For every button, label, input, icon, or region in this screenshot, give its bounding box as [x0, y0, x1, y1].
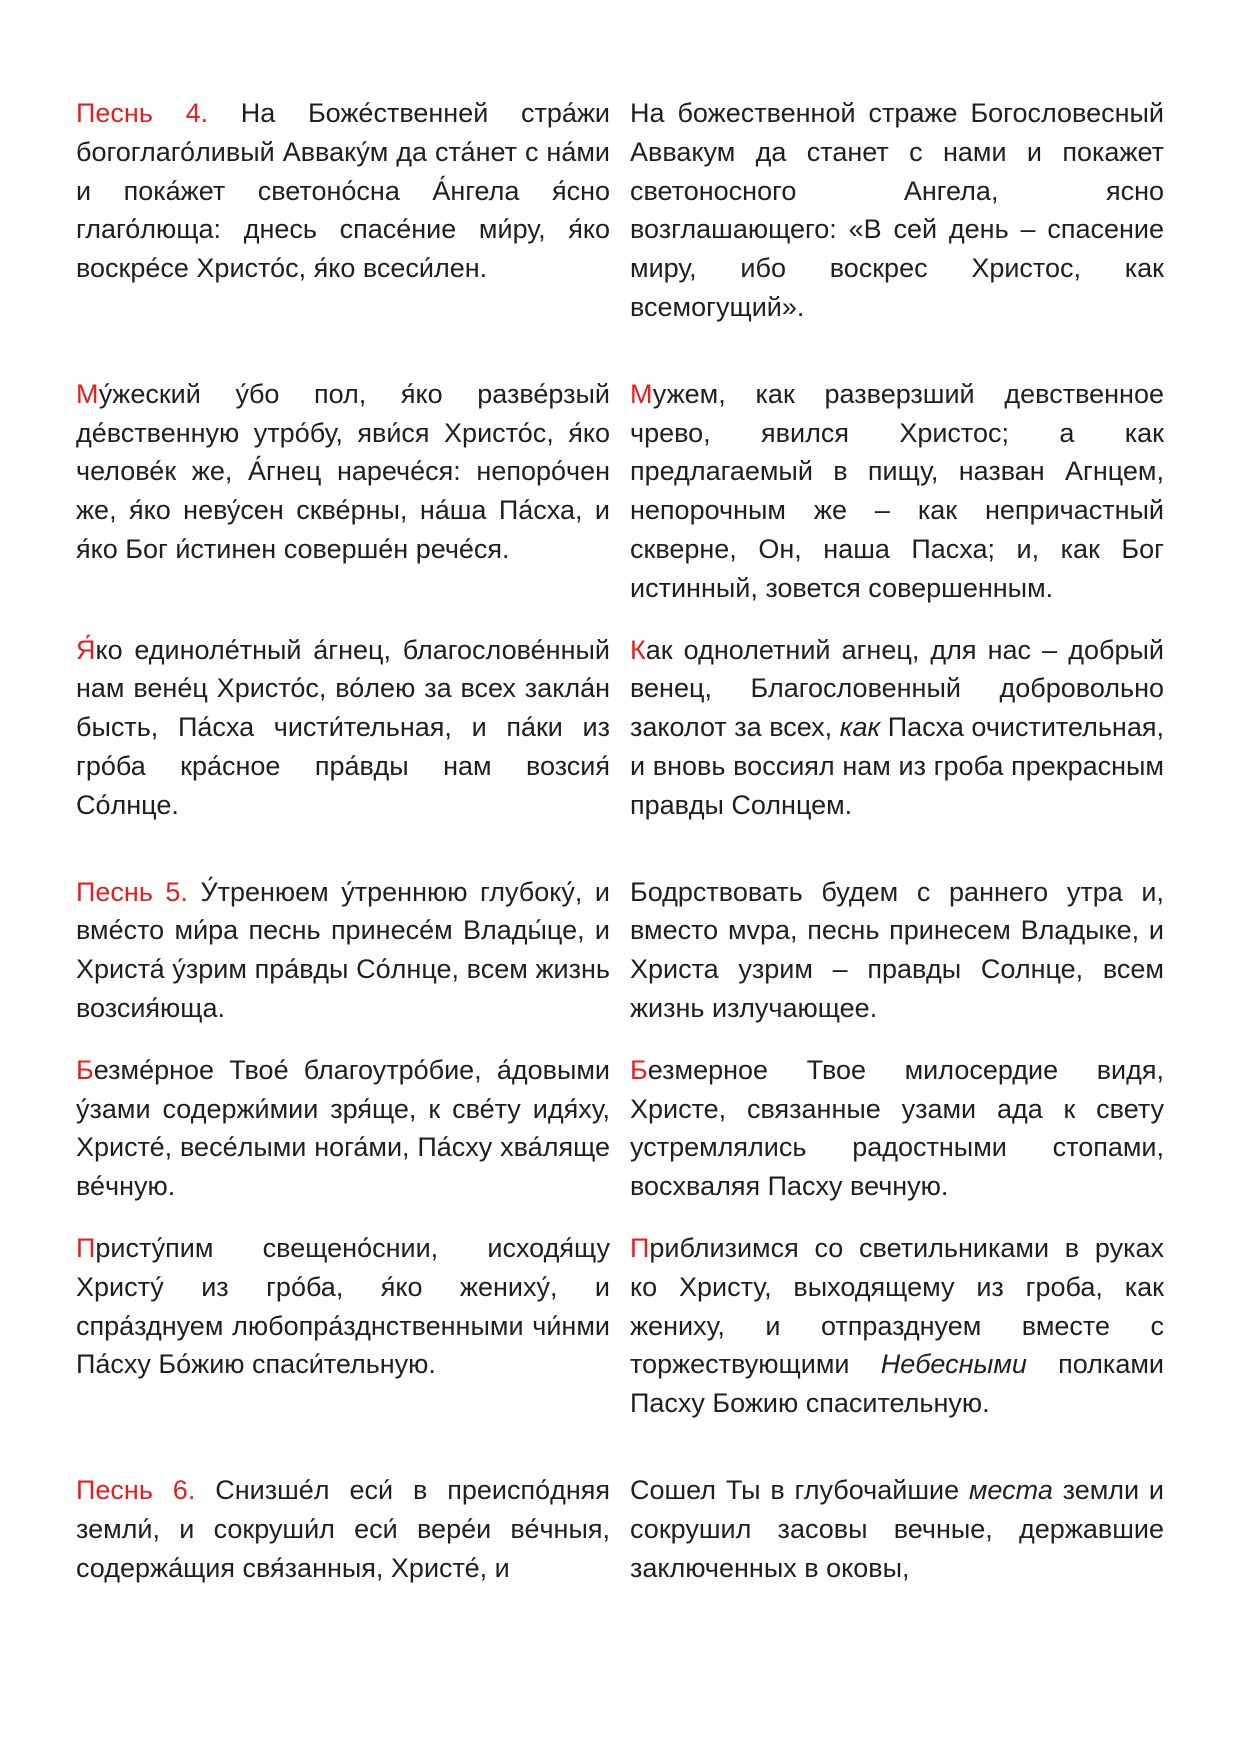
page-content	[76, 94, 1164, 1587]
russian-text: ужем, как разверзший девственное чрево, явился Христос; а как предлагаемый в пищу, назван Агнцем, непорочным же – как непричастный скверне, Он, наша Пасха; и, как Бог истинный, зовется совершенным.	[630, 378, 1164, 603]
block-troparion	[76, 631, 1164, 825]
italic-word: Небесными	[880, 1349, 1027, 1380]
russian-column	[630, 631, 1164, 825]
russian-column	[630, 94, 1164, 327]
red-initial: Б	[76, 1054, 94, 1085]
russian-text: Бодрствовать будем с раннего утра и, вместо мvра, песнь принесем Владыке, и Христа узрим – правды Солнце, всем жизнь излучающее.	[630, 876, 1164, 1023]
slavonic-column	[76, 1471, 610, 1587]
slavonic-text: ко единоле́тный а́гнец, благослове́нный нам вене́ц Христо́с, во́лею за всех закла́н бысть, Па́сха чисти́тельная, и па́ки из гро́ба кра́сное пра́вды нам возсия́ Со́лнце.	[76, 634, 610, 820]
ode-heading: Песнь 6.	[76, 1474, 196, 1505]
slavonic-text: Снизше́л еси́ в преиспо́дняя земли́, и сокруши́л еси́ вере́и ве́чныя, содержа́щия свя́занныя, Христе́, и	[76, 1474, 611, 1583]
slavonic-column	[76, 94, 610, 327]
slavonic-column	[76, 631, 610, 825]
red-initial: М	[630, 378, 653, 409]
red-initial: М	[76, 378, 99, 409]
russian-text: езмерное Твое милосердие видя, Христе, связанные узами ада к свету устремлялись радостными стопами, восхваляя Пасху вечную.	[630, 1054, 1164, 1202]
russian-text: Сошел Ты в глубочайшие	[630, 1474, 969, 1505]
slavonic-text: ристу́пим свещено́снии, исходя́щу Христу́ из гро́ба, я́ко жениху́, и спра́зднуем любопра́зднственными чи́нми Па́сху Бо́жию спаси́тельную.	[76, 1232, 610, 1380]
slavonic-column	[76, 1229, 610, 1423]
slavonic-text: У́тренюем у́треннюю глубоку́, и вме́сто ми́ра песнь принесе́м Влады́це, и Христа́ у́зрим пра́вды Со́лнце, всем жизнь возсия́юща.	[76, 876, 610, 1023]
russian-column	[630, 873, 1164, 1028]
russian-text: полками Пасху Божию спасительную.	[630, 1349, 1164, 1419]
block-troparion	[76, 375, 1164, 608]
red-initial: П	[630, 1232, 650, 1263]
red-initial: П	[76, 1232, 96, 1263]
slavonic-column	[76, 1051, 610, 1206]
slavonic-column	[76, 375, 610, 608]
block-ode-6	[76, 1471, 1164, 1587]
italic-word: места	[968, 1474, 1053, 1505]
russian-column	[630, 1051, 1164, 1206]
red-initial: К	[630, 634, 646, 665]
ode-heading: Песнь 4.	[76, 98, 209, 128]
russian-column	[630, 1471, 1164, 1587]
slavonic-text: На Боже́ственней стра́жи богоглаго́ливый Авваку́м да ста́нет с на́ми и пока́жет светоно́сна А́нгела я́сно глаго́люща: днесь спасе́ние ми́ру, я́ко воскре́се Христо́с, я́ко всеси́лен.	[76, 98, 610, 284]
russian-text: На божественной страже Богословесный Аввакум да станет с нами и покажет светоносного Ангела, ясно возглашающего: «В сей день – спасение миру, ибо воскрес Христос, как всемогущий».	[630, 98, 1164, 322]
italic-word: как	[839, 712, 881, 743]
red-initial: Я́	[76, 634, 96, 665]
slavonic-text: езме́рное Твое́ благоутро́бие, а́довыми у́зами содержи́мии зря́ще, к све́ту идя́ху, Христе́, весе́лыми нога́ми, Па́сху хва́ляще ве́чную.	[76, 1054, 610, 1202]
block-troparion	[76, 1051, 1164, 1206]
russian-text: риблизимся со светильниками в руках ко Христу, выходящему из гроба, как жениху, и отпразднуем вместе с торжествующими	[630, 1232, 1164, 1380]
block-ode-4	[76, 94, 1164, 327]
block-ode-5	[76, 873, 1164, 1028]
red-initial: Б	[630, 1054, 648, 1085]
russian-text: ак однолетний агнец, для нас – добрый венец, Благословенный добровольно заколот за всех,	[630, 634, 1164, 743]
russian-column	[630, 375, 1164, 608]
block-troparion	[76, 1229, 1164, 1423]
russian-text: земли и сокрушил засовы вечные, державшие заключенных в оковы,	[630, 1474, 1164, 1583]
ode-heading: Песнь 5.	[76, 876, 188, 907]
russian-column	[630, 1229, 1164, 1423]
slavonic-column	[76, 873, 610, 1028]
slavonic-text: у́жеский у́бо пол, я́ко разве́рзый де́вственную утро́бу, яви́ся Христо́с, я́ко челове́к же, А́гнец нарече́ся: непоро́чен же, я́ко неву́сен скве́рны, на́ша Па́сха, и я́ко Бог и́стинен соверше́н рече́ся.	[76, 378, 610, 564]
russian-text: Пасха очистительная, и вновь воссиял нам из гроба прекрасным правды Солнцем.	[630, 712, 1164, 820]
